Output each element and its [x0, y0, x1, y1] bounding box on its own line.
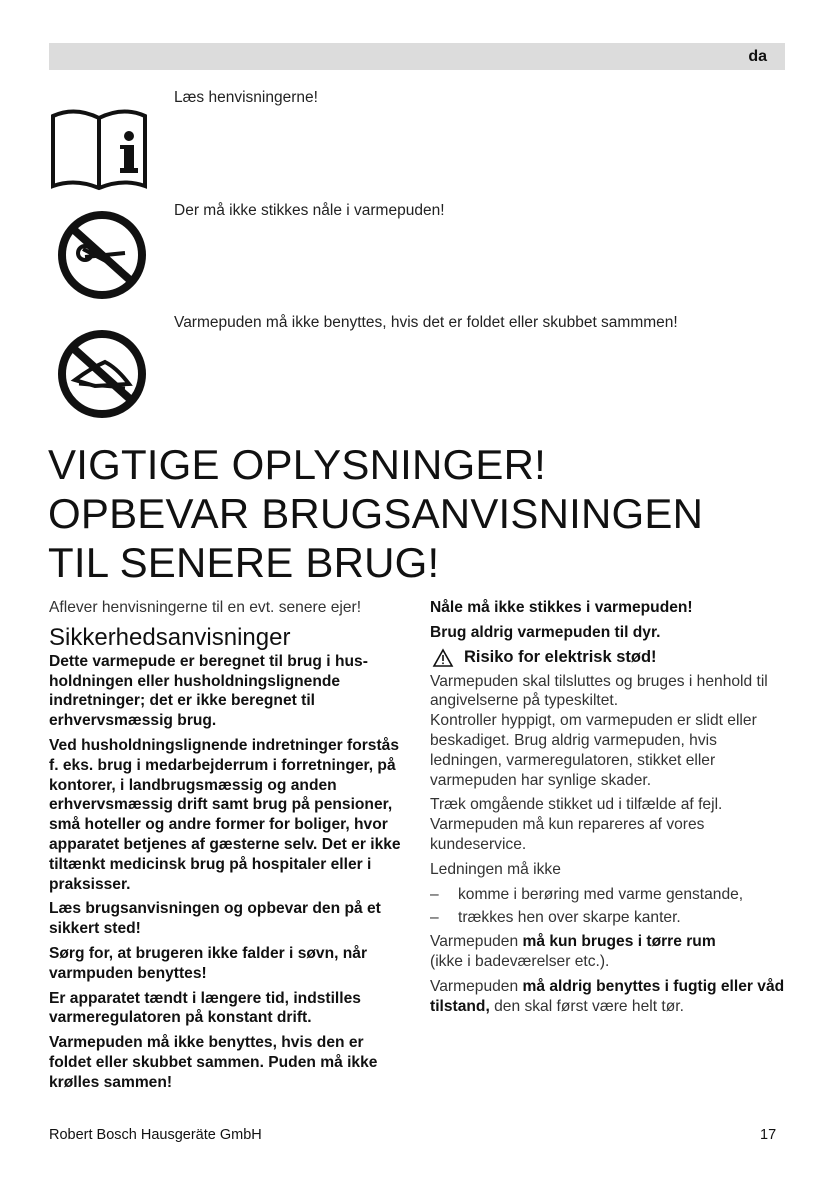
- dry-room-lead: Varmepuden: [430, 933, 523, 951]
- footer-company: Robert Bosch Hausgeräte GmbH: [49, 1127, 262, 1143]
- right-column: [430, 598, 790, 1021]
- right-paragraph-3: [430, 672, 790, 791]
- dash-symbol: –: [430, 885, 439, 903]
- safety-paragraph-5: Er apparatet tændt i længere tid, indstilles varmeregulatoren på konstant drift.: [49, 989, 361, 1027]
- wet-lead: Varmepuden: [430, 977, 523, 995]
- dry-room-bold: må kun bruges i tørre rum: [522, 933, 716, 951]
- wet-paragraph: [430, 977, 790, 1017]
- left-column: [49, 598, 409, 1098]
- safety-paragraph-6: Varmepuden må ikke benyttes, hvis den er foldet eller skubbet sammen. Puden må ikke krølles sammen!: [49, 1034, 378, 1091]
- dry-room-paragraph: [430, 932, 790, 972]
- needle-warning: Nåle må ikke stikkes i varmepuden!: [430, 599, 693, 616]
- cord-item-2: [430, 908, 790, 928]
- safety-paragraph-3: Læs brugsanvisningen og opbevar den på et sikkert sted!: [49, 900, 381, 938]
- icon-text-manual: Læs henvisningerne!: [174, 89, 318, 106]
- intro-text: Aflever henvisningerne til en evt. senere ejer!: [49, 599, 362, 616]
- cord-item-1: [430, 885, 790, 905]
- cord-intro: Ledningen må ikke: [430, 860, 561, 878]
- cord-item-text: komme i berøring med varme genstande,: [458, 885, 744, 903]
- language-label: da: [748, 48, 767, 65]
- page-number: 17: [760, 1127, 777, 1143]
- dash-symbol: –: [430, 909, 439, 927]
- animal-warning: Brug aldrig varmepuden til dyr.: [430, 623, 661, 641]
- icon-text-folded: Varmepuden må ikke benyttes, hvis det er foldet eller skubbet sammmen!: [174, 314, 678, 331]
- icon-text-needles: Der må ikke stikkes nåle i varmepuden!: [174, 202, 445, 219]
- check-damage-text: Kontroller hyppigt, om varmepuden er slidt eller beskadiget. Brug aldrig varmepuden, hvis ledningen, varmeregulatoren, stikket eller varmepuden har synlige skader.: [430, 712, 757, 789]
- warning-triangle-icon: [432, 648, 454, 668]
- electric-warning-title: Risiko for elektrisk stød!: [464, 647, 657, 666]
- right-paragraph-5: Træk omgående stikket ud i tilfælde af fejl. Varmepuden må kun repareres af vores kundeservice.: [430, 796, 723, 853]
- title-line-2: OPBEVAR BRUGSANVISNINGEN: [48, 490, 704, 537]
- section-title: Sikkerhedsanvisninger: [49, 623, 291, 651]
- title-line-3: TIL SENERE BRUG!: [48, 539, 440, 586]
- title-line-1: VIGTIGE OPLYSNINGER!: [48, 441, 546, 488]
- safety-paragraph-4: Sørg for, at brugeren ikke falder i søvn, når varmpuden benyttes!: [49, 944, 368, 982]
- header-bar: [49, 43, 785, 70]
- cord-item-text: trækkes hen over skarpe kanter.: [458, 909, 681, 927]
- safety-paragraph-1: Dette varmepude er beregnet til brug i husholdningen eller husholdningslignende indretninger; det er ikke beregnet til erhvervsmæssig brug.: [49, 652, 368, 730]
- safety-paragraph-2: Ved husholdningslignende indretninger forstås f. eks. brug i medarbejderrum i forretninger, på kontorer, i landbrugsmæssig og anden erhvervsmæssig drift samt brug på pensioner, små hoteller og andre former for boliger, hvor apparatet betjenes af gæsterne selv. Det er ikke tiltænkt medicinsk brug på hospitaler eller i praksisser.: [49, 736, 401, 893]
- typeplate-text: Varmepuden skal tilsluttes og bruges i henhold til angivelserne på typeskiltet.: [430, 672, 768, 710]
- wet-bold: må aldrig benyttes i fugtig eller våd tilstand,: [430, 977, 785, 1015]
- no-needles-icon: [55, 209, 149, 301]
- electric-warning-row: [432, 648, 790, 668]
- dry-room-note: (ikke i badeværelser etc.).: [430, 952, 610, 970]
- manual-info-icon: [49, 106, 149, 192]
- wet-tail: den skal først være helt tør.: [489, 997, 684, 1015]
- no-folded-icon: [55, 328, 149, 420]
